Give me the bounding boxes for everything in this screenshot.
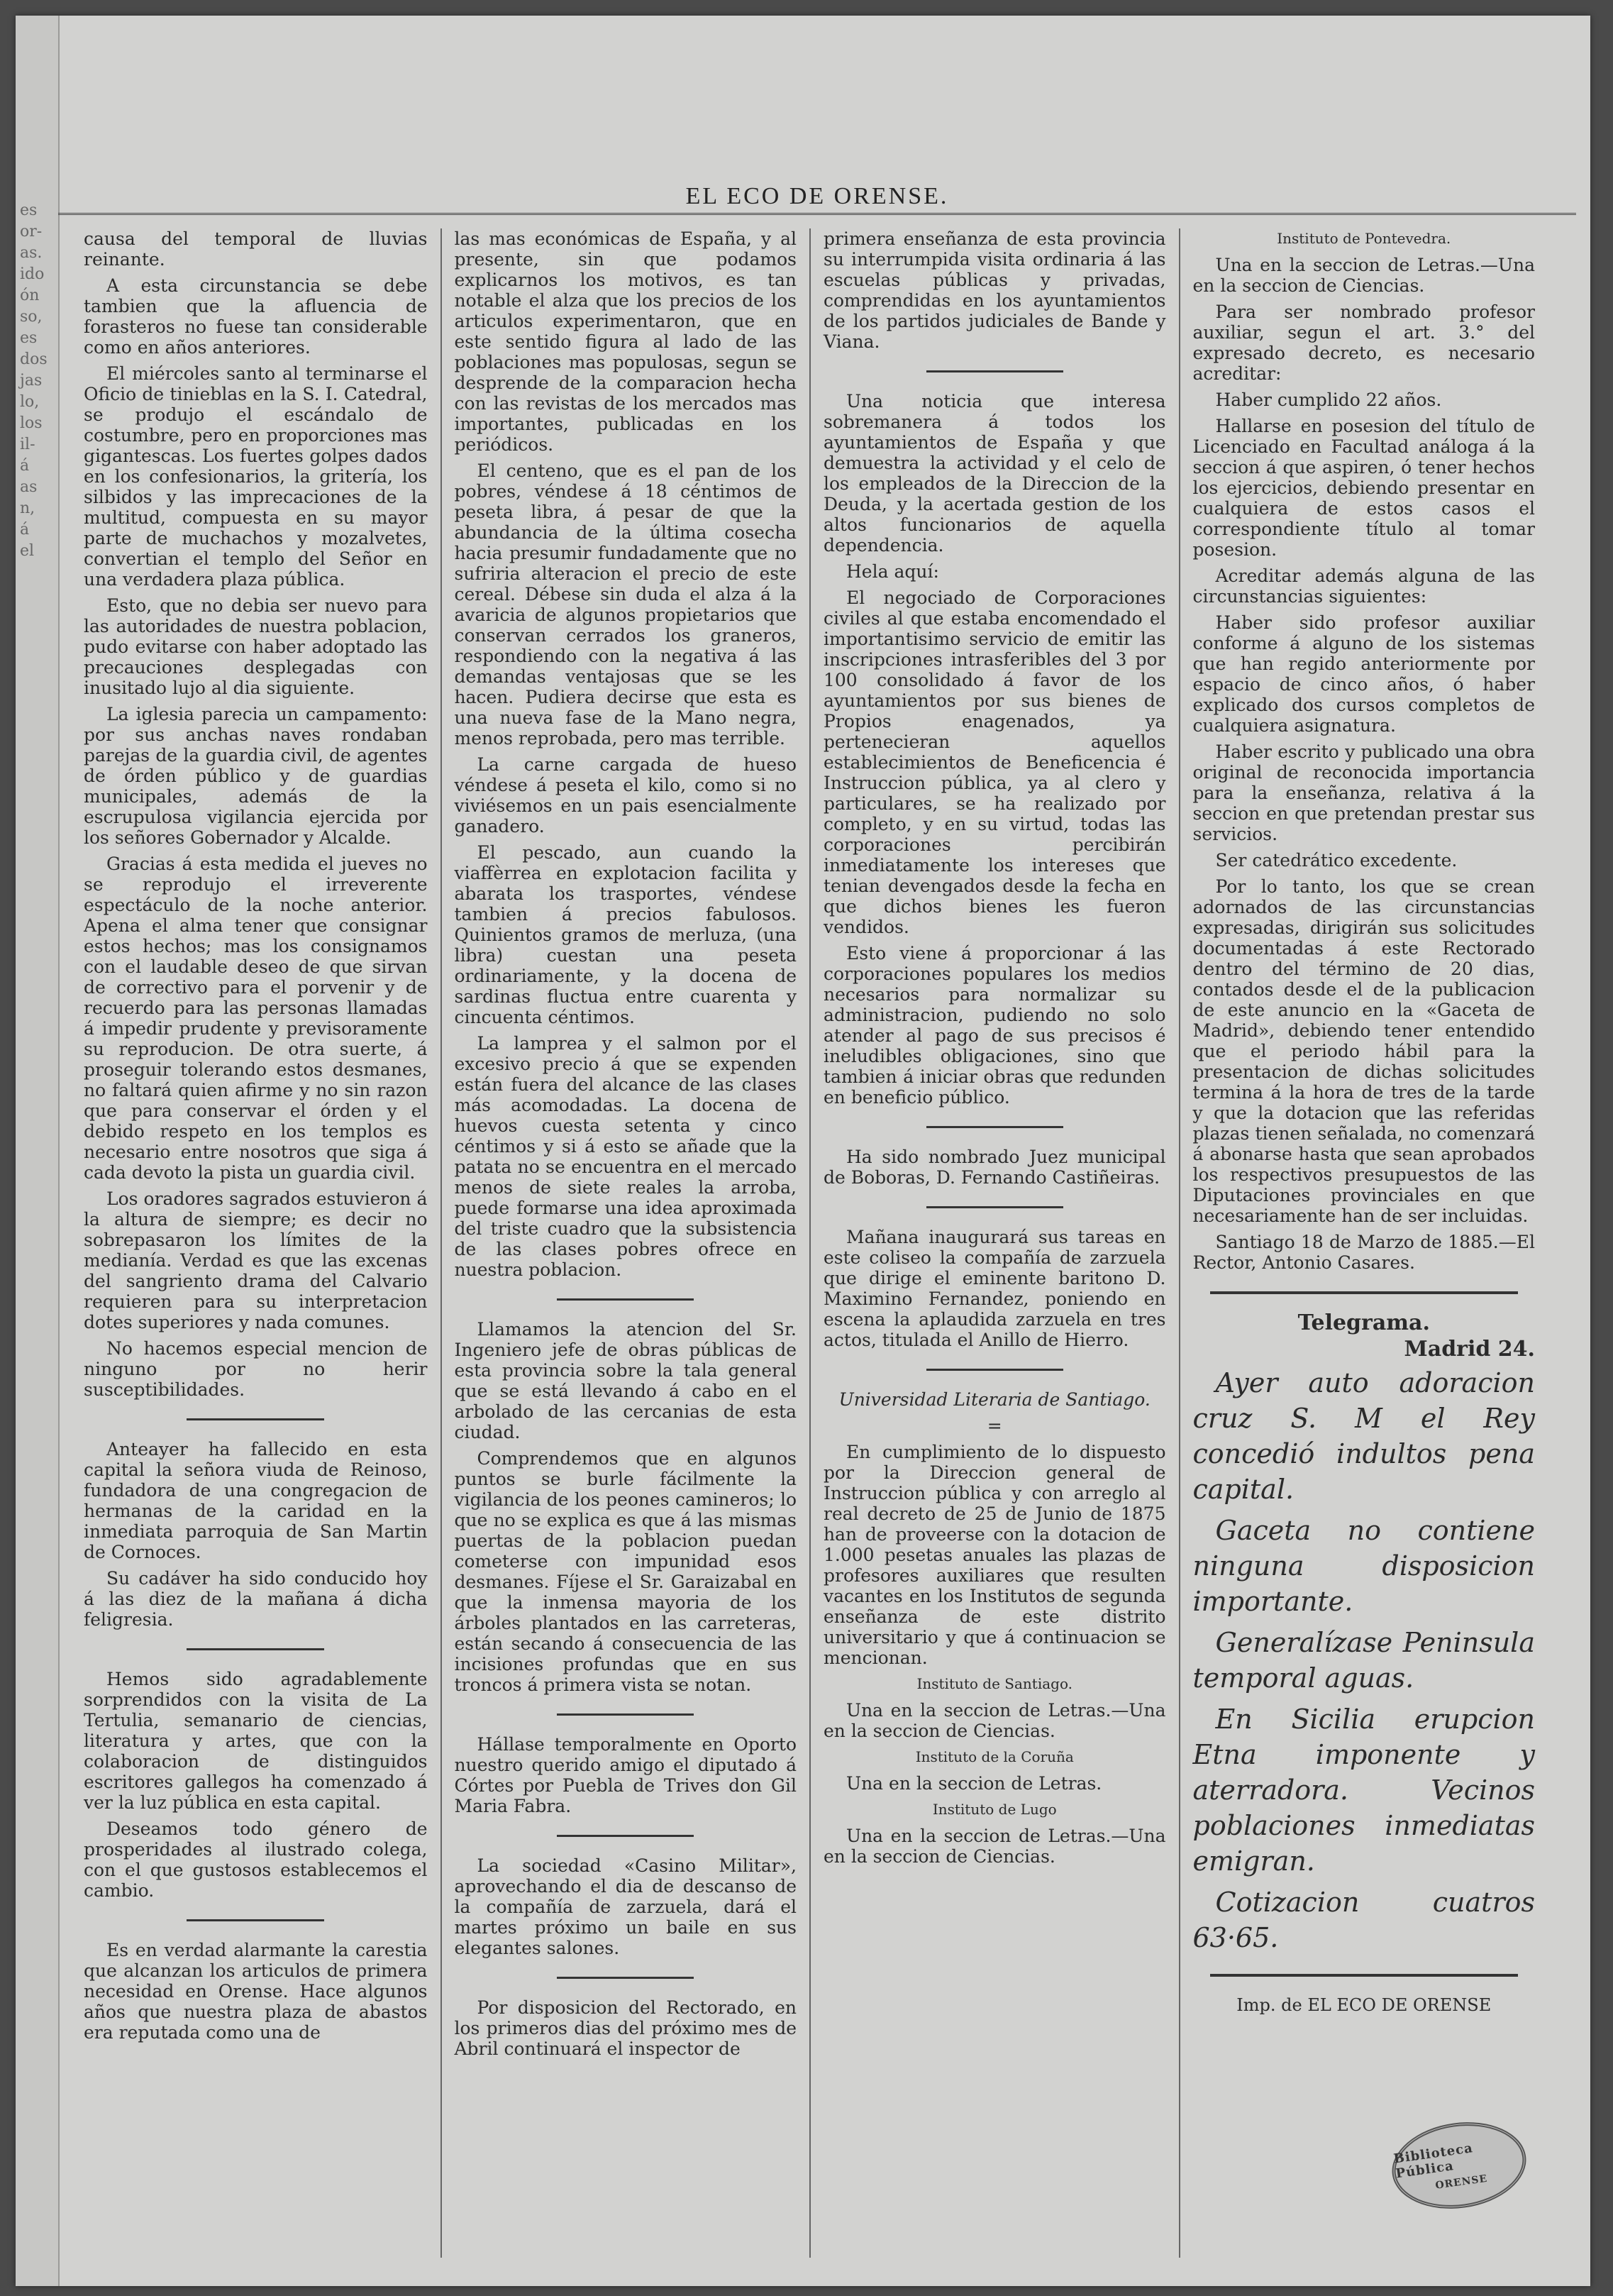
- paragraph: La carne cargada de hueso véndese á peseta el kilo, como si no viviésemos en un pais esencialmente ganadero.: [454, 754, 797, 837]
- institute-heading: Instituto de Pontevedra.: [1277, 230, 1451, 247]
- margin-fragment: ón: [20, 287, 40, 304]
- separator: [187, 1648, 324, 1650]
- separator: [926, 1126, 1063, 1128]
- paragraph: Una en la seccion de Letras.: [846, 1773, 1102, 1794]
- paragraph: causa del temporal de lluvias reinante.: [84, 228, 428, 270]
- telegram-line: En Sicilia erupcion Etna imponente y aterradora. Vecinos poblaciones inmediatas emigran.: [1192, 1704, 1535, 1877]
- paragraph: Una en la seccion de Letras.—Una en la seccion de Ciencias.: [824, 1700, 1166, 1741]
- margin-fragment: lo,: [20, 393, 40, 411]
- paragraph: Por disposicion del Rectorado, en los primeros dias del próximo mes de Abril continuará el inspector de: [454, 1997, 797, 2059]
- paragraph: Haber sido profesor auxiliar conforme á alguno de los sistemas que han regido anteriormente por espacio de cinco años, ó haber explicado dos cursos completos de cualquiera asignatura.: [1192, 612, 1535, 736]
- paragraph: Esto viene á proporcionar á las corporaciones populares los medios necesarios para normalizar su administracion, pudiendo no solo atender al pago de sus precisos é ineludibles obligaciones, sino que tambien á iniciar obras que redunden en beneficio público.: [824, 943, 1166, 1108]
- margin-fragment: á: [20, 521, 30, 539]
- margin-fragment: so,: [20, 308, 43, 326]
- paragraph: Ha sido nombrado Juez municipal de Boboras, D. Fernando Castiñeiras.: [824, 1147, 1166, 1188]
- paragraph: Ser catedrático excedente.: [1215, 850, 1458, 871]
- telegram-line: Ayer auto adoracion cruz S. M el Rey concedió indultos pena capital.: [1192, 1367, 1535, 1505]
- margin-fragment: as.: [20, 244, 43, 262]
- paragraph: Acreditar además alguna de las circunstancias siguientes:: [1192, 565, 1535, 607]
- paragraph: El negociado de Corporaciones civiles al que estaba encomendado el importantisimo servicio de emitir las inscripciones intrasferibles del 3 por 100 consolidado á favor de los ayuntamientos por sus bienes de Propios enagenados, ya pertenecieran aquellos establecimientos de Beneficencia é Instruccion pública, ya al clero y particulares, se ha realizado por completo, y en su virtud, todas las corporaciones percibirán inmediatamente los intereses que tenian devengados desde la fecha en que dichos bienes les fueron vendidos.: [824, 587, 1166, 937]
- newspaper-page: [16, 16, 1590, 2286]
- column-1: [71, 228, 440, 2258]
- telegram-line: Generalízase Peninsula temporal aguas.: [1192, 1627, 1535, 1694]
- paragraph: primera enseñanza de esta provincia su interrumpida visita ordinaria á las escuelas públicas y privadas, comprendidas en los ayuntamientos de los partidos judiciales de Bande y Viana.: [824, 228, 1166, 352]
- paragraph: Hela aquí:: [846, 561, 939, 582]
- paragraph: La iglesia parecia un campamento: por sus anchas naves rondaban parejas de la guardia civil, de agentes de órden público y de guardias municipales, además de la escrupulosa vigilancia ejercida por los señores Gobernador y Alcalde.: [84, 704, 428, 848]
- paragraph: Mañana inaugurará sus tareas en este coliseo la compañía de zarzuela que dirige el eminente baritono D. Maximino Fernandez, poniendo en escena la aplaudida zarzuela en tres actos, titulada el Anillo de Hierro.: [824, 1227, 1166, 1350]
- paragraph: Santiago 18 de Marzo de 1885.—El Rector, Antonio Casares.: [1192, 1232, 1535, 1273]
- paragraph: Una noticia que interesa sobremanera á todos los ayuntamientos de España y que demuestra la actividad y el celo de los empleados de la Direccion de la Deuda, y la acertada gestion de los altos funcionarios de aquella dependencia.: [824, 391, 1166, 556]
- paragraph: Los oradores sagrados estuvieron á la altura de siempre; es decir no sobrepasaron los límites de la medianía. Verdad es que las excenas del sangriento drama del Calvario requieren para su interpretacion dotes superiores y nada comunes.: [84, 1188, 428, 1332]
- column-2: [440, 228, 810, 2258]
- paragraph: Haber escrito y publicado una obra original de reconocida importancia para la enseñanza, relativa á la seccion en que pretendan prestar sus servicios.: [1192, 741, 1535, 844]
- imprint: Imp. de EL ECO DE ORENSE: [1236, 1995, 1492, 2015]
- previous-page-margin: [16, 16, 60, 2286]
- margin-fragment: as: [20, 478, 38, 496]
- telegram-line: Cotizacion cuatros 63·65.: [1192, 1887, 1535, 1953]
- heading-ornament: =: [987, 1415, 1002, 1436]
- margin-fragment: es: [20, 329, 38, 347]
- margin-fragment: or-: [20, 223, 43, 241]
- institute-heading: Instituto de la Coruña: [915, 1748, 1074, 1765]
- paragraph: Una en la seccion de Letras.—Una en la seccion de Ciencias.: [1192, 255, 1535, 296]
- paragraph: Su cadáver ha sido conducido hoy á las diez de la mañana á dicha feligresia.: [84, 1568, 428, 1630]
- separator: [557, 1298, 694, 1301]
- column-3: [809, 228, 1179, 2258]
- stamp-text: ORENSE: [1434, 2173, 1489, 2192]
- paragraph: Hállase temporalmente en Oporto nuestro querido amigo el diputado á Córtes por Puebla de Trives don Gil Maria Fabra.: [454, 1734, 797, 1816]
- paragraph: Una en la seccion de Letras.—Una en la seccion de Ciencias.: [824, 1826, 1166, 1867]
- separator: [557, 1835, 694, 1837]
- paragraph: Llamamos la atencion del Sr. Ingeniero jefe de obras públicas de esta provincia sobre la tala general que se está llevando á cabo en el arbolado de las cercanias de esta ciudad.: [454, 1319, 797, 1442]
- paragraph: Haber cumplido 22 años.: [1215, 390, 1442, 410]
- separator: [557, 1977, 694, 1979]
- paragraph: La sociedad «Casino Militar», aprovechando el dia de descanso de la compañía de zarzuela, dará el martes próximo un baile en sus elegantes salones.: [454, 1855, 797, 1958]
- separator: [926, 1206, 1063, 1208]
- margin-fragment: il-: [20, 436, 35, 453]
- paragraph: No hacemos especial mencion de ninguno por no herir susceptibilidades.: [84, 1338, 428, 1400]
- paragraph: Anteayer ha fallecido en esta capital la señora viuda de Reinoso, fundadora de una congregacion de hermanas de la caridad en la inmediata parroquia de San Martin de Cornoces.: [84, 1439, 428, 1562]
- paragraph: A esta circunstancia se debe tambien que la afluencia de forasteros no fuese tan considerable como en años anteriores.: [84, 275, 428, 358]
- column-4: [1179, 228, 1548, 2258]
- separator: [187, 1919, 324, 1921]
- paragraph: Gracias á esta medida el jueves no se reprodujo el irreverente espectáculo de la noche anterior. Apena el alma tener que consignar estos hechos; mas los consignamos con el laudable deseo de que sirvan de correctivo para el porvenir y de recuerdo para las personas llamadas á impedir prudente y previsoramente su reproducion. De otra suerte, á proseguir tolerando estos desmanes, no faltará quien afirme y no sin razon que para conservar el órden y el debido respeto en los templos es necesario entre nosotros que siga á cada devoto la pista un guardia civil.: [84, 854, 428, 1183]
- margin-fragment: es: [20, 202, 38, 219]
- stamp-text: Biblioteca Pública: [1392, 2141, 1474, 2182]
- separator: [926, 370, 1063, 372]
- institute-heading: Instituto de Santiago.: [916, 1675, 1073, 1692]
- separator: [557, 1713, 694, 1716]
- paragraph: Comprendemos que en algunos puntos se burle fácilmente la vigilancia de los peones camineros; lo que no se explica es que á las mismas puertas de la poblacion puedan cometerse con impunidad esos desmanes. Fíjese el Sr. Garaizabal en que la inmensa mayoria de los árboles plantados en las carreteras, están secando á consecuencia de las incisiones profundas que en sus troncos á primera vista se notan.: [454, 1448, 797, 1695]
- paragraph: El centeno, que es el pan de los pobres, véndese á 18 céntimos de peseta libra, á pesar de que la abundancia de la última cosecha hacia presumir fundadamente que no sufriria alteracion el precio de este cereal. Débese sin duda el alza á la avaricia de algunos propietarios que conservan cerrados los graneros, respondiendo con la negativa á las demandas ventajosas que se les hacen. Pudiera decirse que esta es una nueva fase de la Mano negra, menos reprobada, pero mas terrible.: [454, 460, 797, 749]
- separator: [1210, 1291, 1518, 1294]
- paragraph: Es en verdad alarmante la carestia que alcanzan los articulos de primera necesidad en Orense. Hace algunos años que nuestra plaza de abastos era reputada como una de: [84, 1940, 428, 2043]
- margin-fragment: los: [20, 414, 43, 432]
- separator: [187, 1418, 324, 1420]
- masthead: [58, 183, 1576, 211]
- margin-fragment: ido: [20, 265, 45, 283]
- margin-fragment: á: [20, 457, 30, 475]
- paragraph: Para ser nombrado profesor auxiliar, segun el art. 3.° del expresado decreto, es necesario acreditar:: [1192, 302, 1535, 384]
- institute-heading: Instituto de Lugo: [932, 1801, 1057, 1818]
- masthead-rule: [58, 213, 1576, 215]
- university-heading: Universidad Literaria de Santiago.: [838, 1389, 1151, 1410]
- margin-fragment: dos: [20, 351, 48, 368]
- paragraph: En cumplimiento de lo dispuesto por la Direccion general de Instruccion pública y con arreglo al real decreto de 25 de Junio de 1875 han de proveerse con la dotacion de 1.000 pesetas anuales las plazas de profesores auxiliares que resulten vacantes en los Institutos de segunda enseñanza de este distrito universitario y que á continuacion se mencionan.: [824, 1442, 1166, 1668]
- paragraph: Hallarse en posesion del título de Licenciado en Facultad análoga á la seccion á que aspiren, ó tener hechos los ejercicios, debiendo presentar en cualquiera de estos casos el correspondiente título al tomar posesion.: [1192, 416, 1535, 560]
- paragraph: Por lo tanto, los que se crean adornados de las circunstancias expresadas, dirigirán sus solicitudes documentadas á este Rectorado dentro del término de 20 dias, contados desde el de la publicacion de este anuncio en la «Gaceta de Madrid», debiendo tener entendido que el periodo hábil para la presentacion de dichas solicitudes termina á la hora de tres de la tarde y que la dotacion que las referidas plazas tienen señalada, no comenzará á abonarse hasta que sean aprobados los respectivos presupuestos de las Diputaciones provinciales en que necesariamente han de ser incluidas.: [1192, 876, 1535, 1226]
- newspaper-title: EL ECO DE ORENSE.: [685, 183, 949, 209]
- telegram-heading: Telegrama.: [1297, 1310, 1430, 1335]
- margin-fragment: jas: [20, 372, 43, 390]
- separator: [1210, 1974, 1518, 1977]
- telegram-line: Gaceta no contiene ninguna disposicion importante.: [1192, 1515, 1535, 1617]
- telegram-dateline: Madrid 24.: [1404, 1337, 1535, 1362]
- columns: [71, 228, 1548, 2258]
- margin-fragment: el: [20, 542, 35, 560]
- paragraph: Esto, que no debia ser nuevo para las autoridades de nuestra poblacion, pudo evitarse con haber adoptado las precauciones desplegadas con inusitado lujo al dia siguiente.: [84, 595, 428, 698]
- paragraph: La lamprea y el salmon por el excesivo precio á que se expenden están fuera del alcance de las clases más acomodadas. La docena de huevos cuesta setenta y cinco céntimos y si á esto se añade que la patata no se encuentra en el mercado menos de siete reales la arroba, puede formarse una idea aproximada del triste cuadro que la subsistencia de las clases pobres ofrece en nuestra poblacion.: [454, 1033, 797, 1280]
- margin-fragment: n,: [20, 500, 35, 517]
- separator: [926, 1369, 1063, 1371]
- paragraph: El miércoles santo al terminarse el Oficio de tinieblas en la S. I. Catedral, se produjo el escándalo de costumbre, pero en proporciones mas gigantescas. Los fuertes golpes dados en los confesionarios, la gritería, los silbidos y las imprecaciones de la multitud, compuesta en su mayor parte de muchachos y mozalvetes, convertian el templo del Señor en una verdadera plaza pública.: [84, 363, 428, 590]
- paragraph: El pescado, aun cuando la viaffèrrea en explotacion facilita y abarata los trasportes, véndese tambien á precios fabulosos. Quinientos gramos de merluza, (una libra) cuestan una peseta ordinariamente, y la docena de sardinas fluctua entre cuarenta y cincuenta céntimos.: [454, 842, 797, 1027]
- paragraph: Deseamos todo género de prosperidades al ilustrado colega, con el que gustosos establecemos el cambio.: [84, 1818, 428, 1901]
- paragraph: Hemos sido agradablemente sorprendidos con la visita de La Tertulia, semanario de ciencias, literatura y artes, que con la colaboracion de distinguidos escritores gallegos ha comenzado á ver la luz pública en esta capital.: [84, 1669, 428, 1813]
- paragraph: las mas económicas de España, y al presente, sin que podamos explicarnos los motivos, es tan notable el alza que los precios de los articulos experimentaron, que en este sentido figura al lado de las poblaciones mas populosas, segun se desprende de la comparacion hecha con las revistas de los mercados mas importantes, publicadas en los periódicos.: [454, 228, 797, 455]
